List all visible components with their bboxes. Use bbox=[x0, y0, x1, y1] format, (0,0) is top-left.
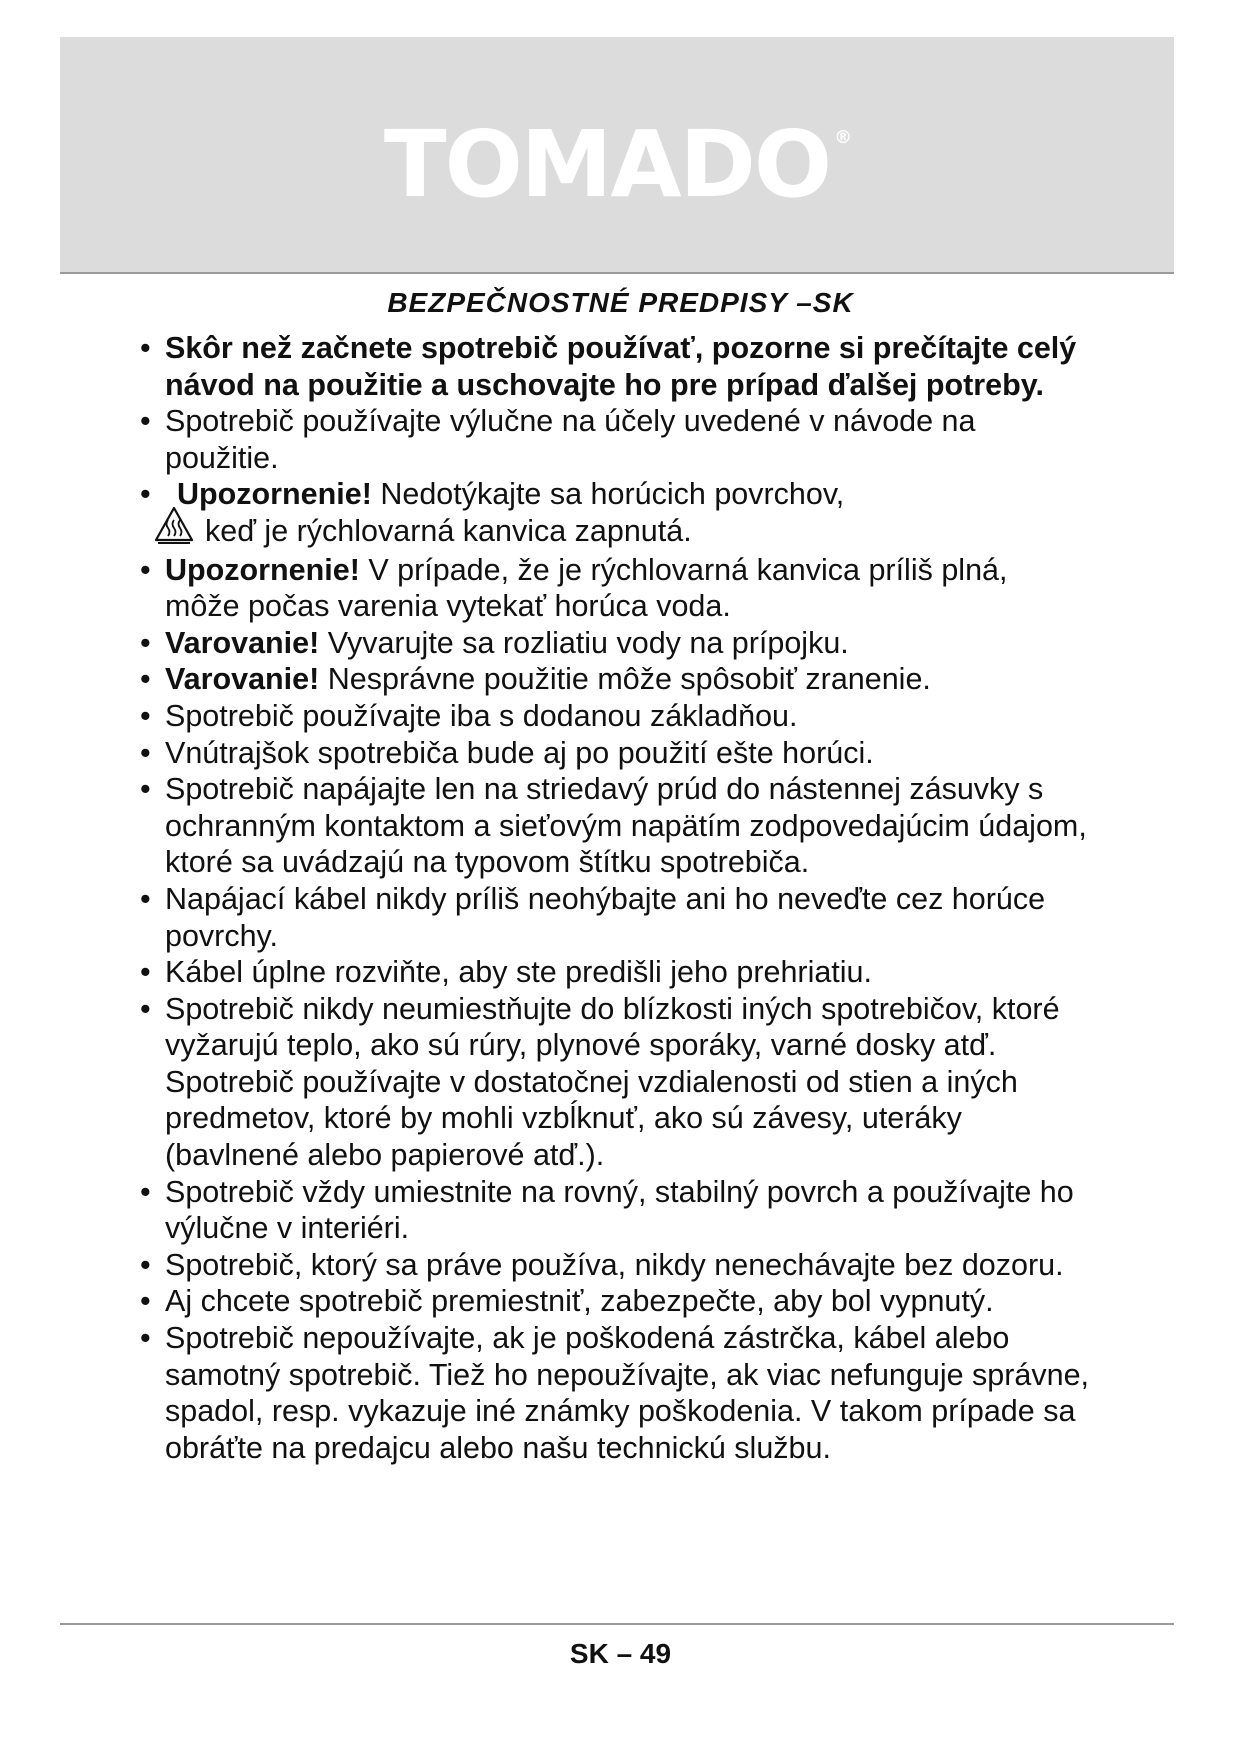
item-text: Spotrebič nepoužívajte, ak je poškodená zástrčka, kábel alebo samotný spotrebič. Tiež ho nepoužívajte, ak viac nefunguje správne, spadol, resp. vykazuje iné známky poškodenia. V takom prípade sa obráťte na predajcu alebo našu technickú službu. bbox=[165, 1321, 1090, 1465]
bullet: • bbox=[140, 1284, 151, 1319]
bullet: • bbox=[140, 1247, 151, 1282]
item-bold-text: Skôr než začnete spotrebič používať, pozorne si prečítajte celý návod na použitie a uschovajte ho pre prípad ďalšej potreby. bbox=[165, 331, 1077, 402]
header-banner bbox=[60, 37, 1174, 274]
registered-mark: ® bbox=[834, 127, 851, 148]
item-text: Spotrebič vždy umiestnite na rovný, stabilný povrch a používajte ho výlučne v interiéri. bbox=[165, 1174, 1074, 1246]
item-text: Nesprávne použitie môže spôsobiť zranenie. bbox=[319, 662, 931, 697]
list-item bbox=[140, 735, 1090, 772]
bullet: • bbox=[140, 662, 151, 697]
item-bold-text: Upozornenie! bbox=[177, 477, 372, 512]
bullet: • bbox=[140, 1321, 151, 1356]
bullet: • bbox=[140, 735, 151, 770]
list-item bbox=[140, 330, 1090, 403]
item-bold-text: Varovanie! bbox=[165, 625, 320, 660]
page-number: SK – 49 bbox=[569, 1638, 672, 1669]
item-text: Aj chcete spotrebič premiestniť, zabezpečte, aby bol vypnutý. bbox=[165, 1284, 994, 1319]
list-item bbox=[140, 698, 1090, 735]
hot-surface-warning-icon bbox=[154, 506, 194, 544]
item-text: Kábel úplne rozviňte, aby ste predišli jeho prehriatiu. bbox=[165, 955, 872, 990]
bullet: • bbox=[140, 991, 151, 1026]
item-text: Spotrebič používajte výlučne na účely uvedené v návode na použitie. bbox=[165, 404, 976, 475]
brand-logo bbox=[60, 111, 1174, 218]
bullet: • bbox=[140, 477, 151, 512]
item-text: Spotrebič napájajte len na striedavý prúd do nástennej zásuvky s ochranným kontaktom a sieťovým napätím zodpovedajúcim údajom, ktoré sa uvádzajú na typovom štítku spotrebiča. bbox=[165, 772, 1087, 880]
list-item bbox=[140, 771, 1090, 881]
bullet: • bbox=[140, 698, 151, 733]
bullet: • bbox=[140, 404, 151, 439]
list-item bbox=[140, 1174, 1090, 1247]
item-text: Spotrebič, ktorý sa práve používa, nikdy nenechávajte bez dozoru. bbox=[165, 1247, 1064, 1282]
list-item bbox=[140, 954, 1090, 991]
item-text: Spotrebič používajte iba s dodanou základňou. bbox=[165, 698, 798, 733]
list-item bbox=[140, 476, 1090, 551]
list-item bbox=[140, 1320, 1090, 1466]
list-item bbox=[140, 1283, 1090, 1320]
item-text: Vnútrajšok spotrebiča bude aj po použití ešte horúci. bbox=[165, 735, 874, 770]
item-text: Spotrebič nikdy neumiestňujte do blízkosti iných spotrebičov, ktoré vyžarujú teplo, ako sú rúry, plynové sporáky, varné dosky atď. Spotrebič používajte v dostatočnej vzdialenosti od stien a iných predmetov, ktoré by mohli vzbĺknuť, ako sú závesy, uteráky (bavlnené alebo papierové atď.). bbox=[165, 991, 1060, 1173]
item-text-line2: keď je rýchlovarná kanvica zapnutá. bbox=[205, 513, 692, 548]
item-text: Nedotýkajte sa horúcich povrchov, bbox=[371, 477, 845, 512]
list-item bbox=[140, 661, 1090, 698]
list-item bbox=[140, 625, 1090, 662]
bullet: • bbox=[140, 772, 151, 807]
bullet: • bbox=[140, 1174, 151, 1209]
logo-text: TOMADO bbox=[383, 111, 831, 218]
bullet: • bbox=[140, 552, 151, 587]
item-bold-text: Varovanie! bbox=[165, 662, 320, 697]
list-item bbox=[140, 991, 1090, 1174]
list-item bbox=[140, 881, 1090, 954]
item-text: V prípade, že je rýchlovarná kanvica príliš plná, môže počas varenia vytekať horúca voda. bbox=[165, 552, 1008, 624]
bullet: • bbox=[140, 955, 151, 990]
list-item bbox=[140, 552, 1090, 625]
item-text: Vyvarujte sa rozliatiu vody na prípojku. bbox=[319, 625, 849, 660]
bullet: • bbox=[140, 331, 151, 365]
item-text: Napájací kábel nikdy príliš neohýbajte ani ho neveďte cez horúce povrchy. bbox=[165, 881, 1046, 953]
section-title: BEZPEČNOSTNÉ PREDPISY –SK bbox=[387, 287, 854, 318]
bullet: • bbox=[140, 881, 151, 916]
list-item bbox=[140, 1247, 1090, 1284]
bullet: • bbox=[140, 625, 151, 660]
safety-list bbox=[140, 330, 1090, 1466]
footer-divider bbox=[60, 1623, 1174, 1625]
list-item bbox=[140, 403, 1090, 476]
item-bold-text: Upozornenie! bbox=[165, 552, 360, 587]
